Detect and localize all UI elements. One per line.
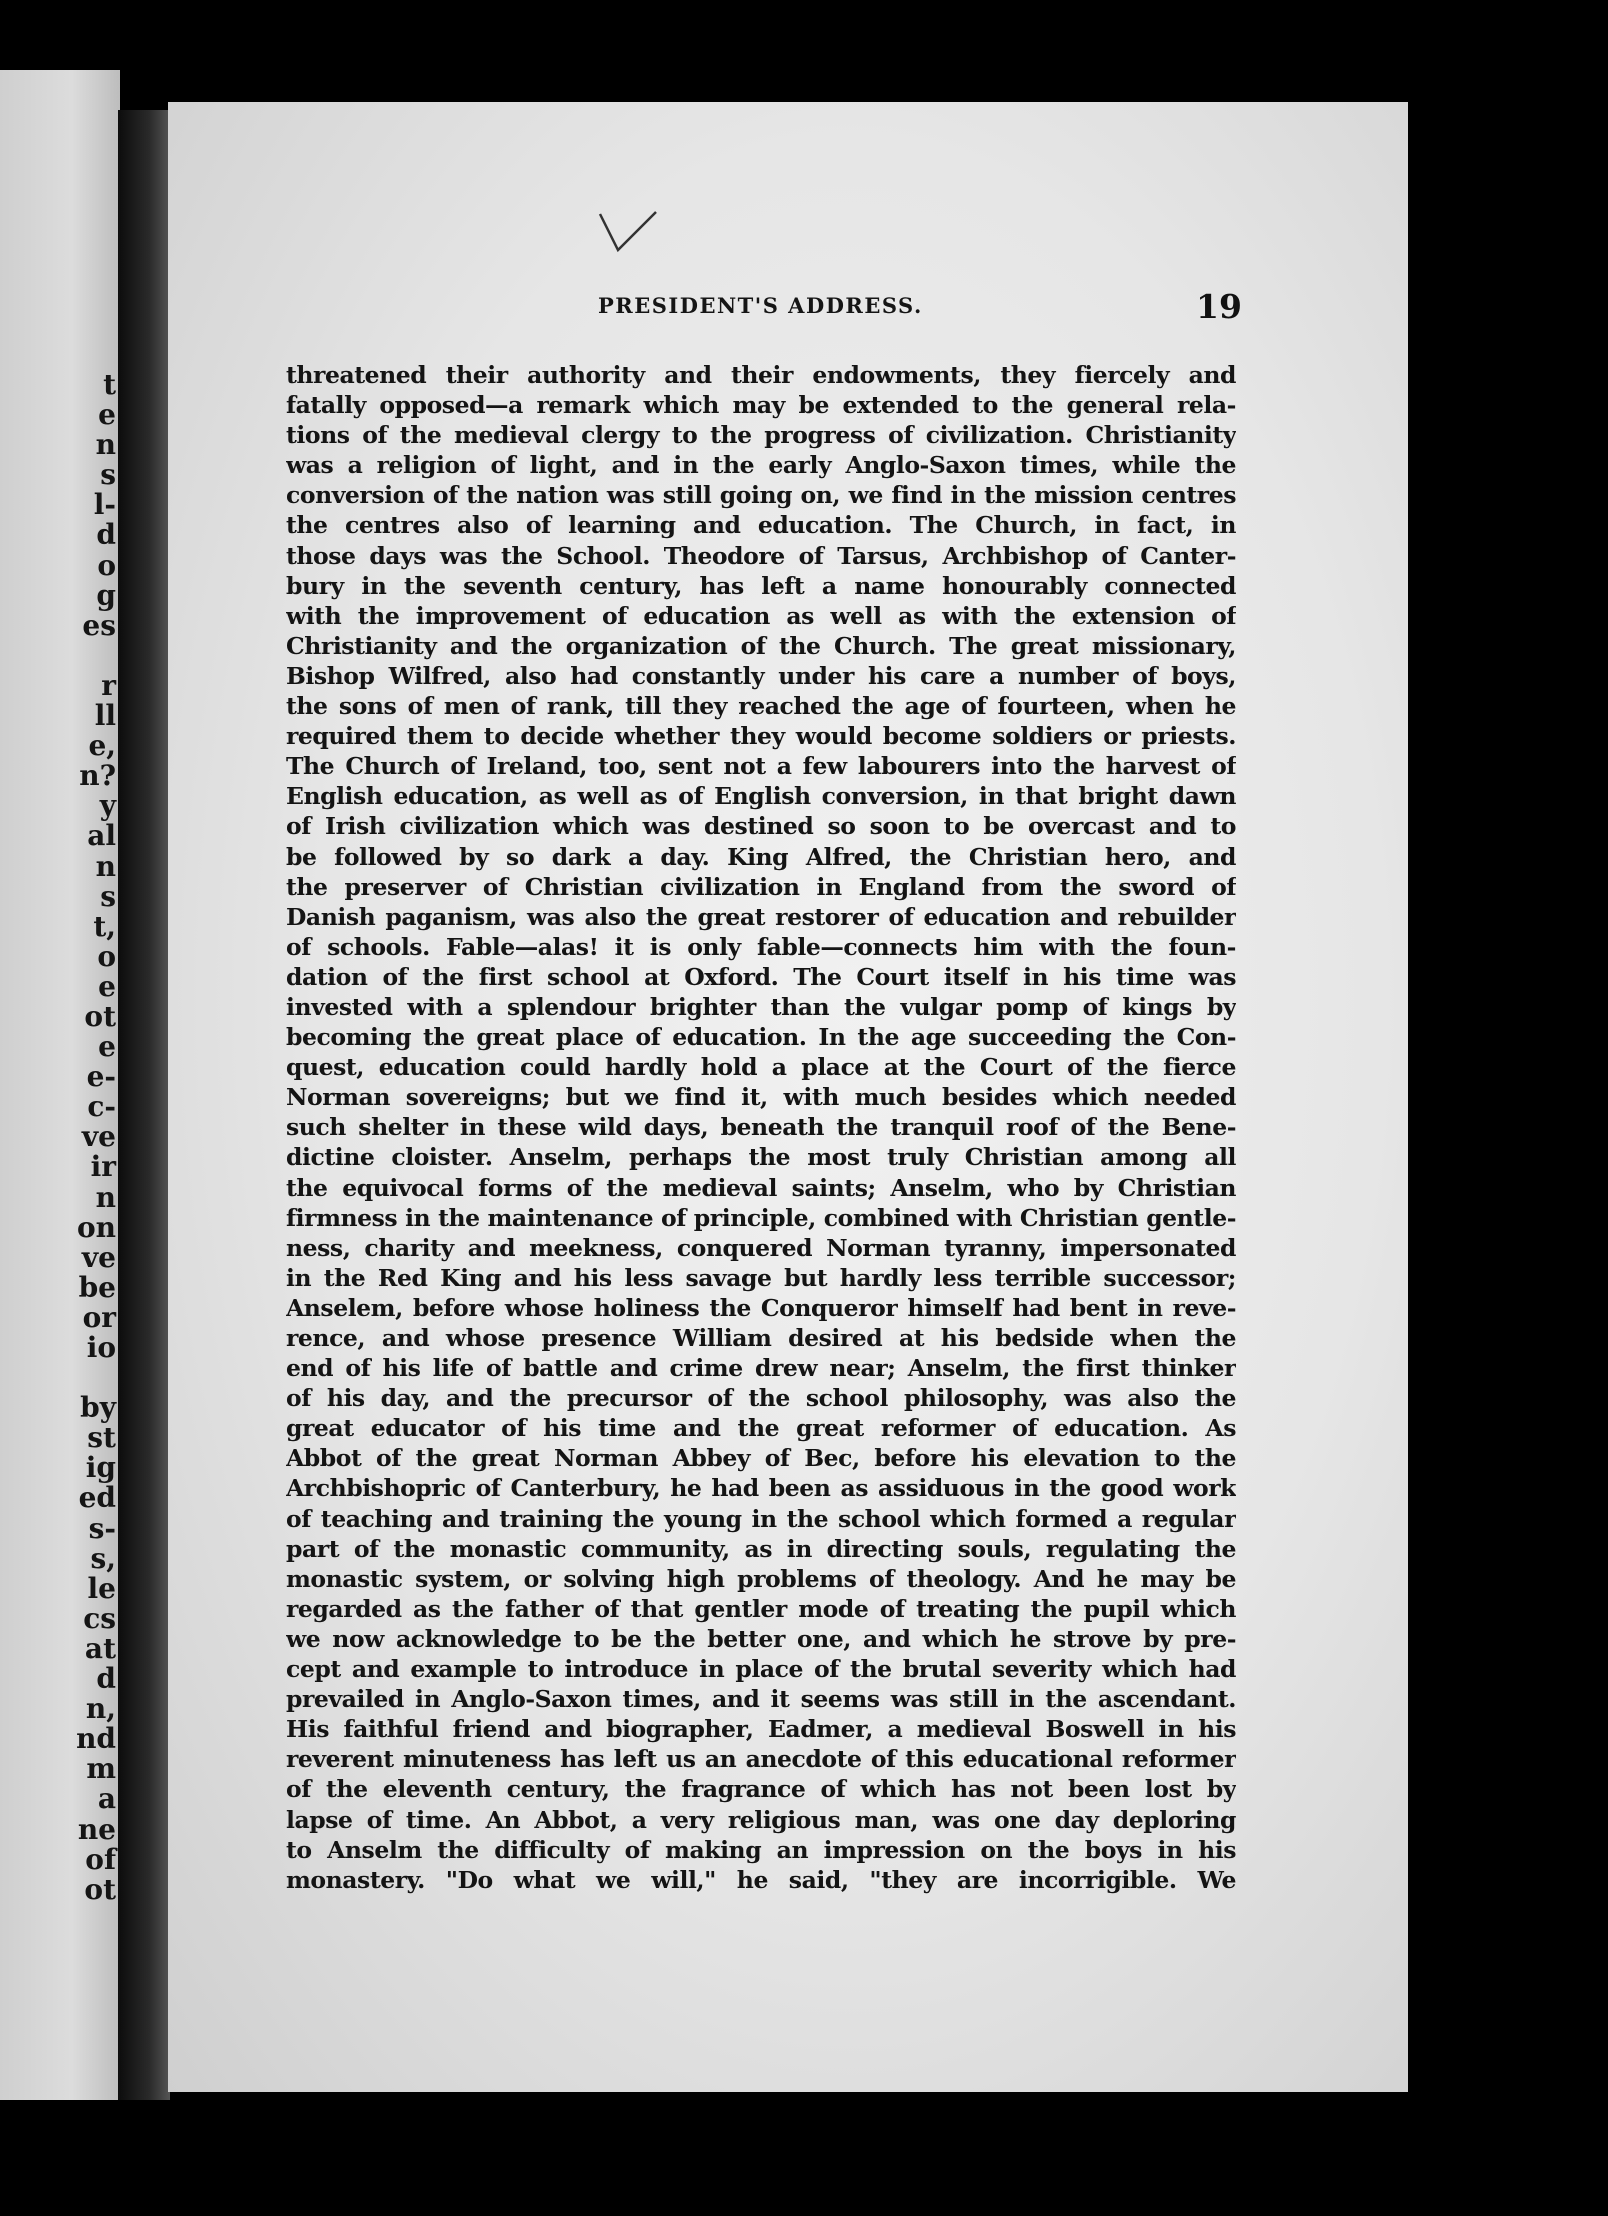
facing-page-fragment: a [97, 1782, 116, 1816]
facing-page-fragment: r [101, 668, 116, 702]
text-line: of schools. Fable—alas! it is only fable—connects him with the foun- [286, 932, 1236, 961]
text-line: end of his life of battle and crime drew near; Anselm, the first thinker [286, 1354, 1236, 1383]
facing-page-fragment: ir [90, 1150, 116, 1184]
facing-page-fragment: on [76, 1210, 116, 1244]
text-line: Danish paganism, was also the great restorer of education and rebuilder [286, 902, 1236, 931]
text-line: cept and example to introduce in place of the brutal severity which had [286, 1655, 1236, 1684]
text-line: those days was the School. Theodore of Tarsus, Archbishop of Canter- [286, 541, 1236, 570]
text-line: was a religion of light, and in the early Anglo-Saxon times, while the [286, 451, 1236, 480]
text-line: of Irish civilization which was destined so soon to be overcast and to [286, 812, 1236, 841]
text-line: dictine cloister. Anselm, perhaps the most truly Christian among all [286, 1143, 1236, 1172]
facing-page-fragment: be [78, 1270, 116, 1304]
text-line: reverent minuteness has left us an anecdote of this educational reformer [286, 1745, 1236, 1774]
facing-page-fragment: n [95, 849, 116, 883]
text-line: bury in the seventh century, has left a name honourably connected [286, 571, 1236, 600]
facing-page-fragment: al [87, 819, 116, 853]
facing-page-fragment: e [98, 1030, 116, 1064]
text-line: Abbot of the great Norman Abbey of Bec, before his elevation to the [286, 1444, 1236, 1473]
facing-page-fragment: nd [76, 1722, 116, 1756]
text-line: regarded as the father of that gentler mode of treating the pupil which [286, 1594, 1236, 1623]
text-line: Norman sovereigns; but we find it, with much besides which needed [286, 1083, 1236, 1112]
facing-page-fragment: or [82, 1300, 116, 1334]
text-line: Christianity and the organization of the Church. The great missionary, [286, 631, 1236, 660]
text-line: prevailed in Anglo-Saxon times, and it seems was still in the ascendant. [286, 1685, 1236, 1714]
text-line: the equivocal forms of the medieval saints; Anselm, who by Christian [286, 1173, 1236, 1202]
facing-page-fragment: ig [85, 1451, 116, 1485]
facing-page-fragment: ll [94, 699, 116, 733]
facing-page-fragment: cs [83, 1601, 116, 1635]
text-line: threatened their authority and their endowments, they fiercely and [286, 361, 1236, 389]
facing-page-fragment: s [100, 879, 116, 913]
facing-page-fragment: s, [90, 1541, 116, 1575]
text-line: tions of the medieval clergy to the progress of civilization. Christianity [286, 421, 1236, 450]
facing-page-fragment: t, [93, 909, 116, 943]
text-line: Archbishopric of Canterbury, he had been as assiduous in the good work [286, 1474, 1236, 1503]
text-line: quest, education could hardly hold a place at the Court of the fierce [286, 1053, 1236, 1082]
text-line: required them to decide whether they would become soldiers or priests. [286, 722, 1236, 751]
facing-page-fragment: ot [84, 999, 116, 1033]
text-line: with the improvement of education as well as with the extension of [286, 601, 1236, 630]
facing-page-fragment: n [95, 428, 116, 462]
body-text [286, 360, 1236, 1895]
text-line: the centres also of learning and education. The Church, in fact, in [286, 511, 1236, 540]
facing-page-fragment: l- [93, 488, 116, 522]
text-line: invested with a splendour brighter than the vulgar pomp of kings by [286, 992, 1236, 1021]
running-title: PRESIDENT'S ADDRESS. [598, 293, 923, 318]
text-line: The Church of Ireland, too, sent not a few labourers into the harvest of [286, 752, 1236, 781]
text-line: of his day, and the precursor of the school philosophy, was also the [286, 1384, 1236, 1413]
text-line: Anselem, before whose holiness the Conqueror himself had bent in reve- [286, 1293, 1236, 1322]
text-line: monastic system, or solving high problems of theology. And he may be [286, 1564, 1236, 1593]
facing-page-fragment: by [80, 1391, 116, 1425]
pencil-check-mark [598, 210, 658, 260]
text-line: of teaching and training the young in the school which formed a regular [286, 1504, 1236, 1533]
facing-page-fragment: y [99, 789, 116, 823]
text-line: in the Red King and his less savage but hardly less terrible successor; [286, 1263, 1236, 1292]
text-line: be followed by so dark a day. King Alfred, the Christian hero, and [286, 842, 1236, 871]
facing-page-fragment: ot [84, 1872, 116, 1906]
text-line: part of the monastic community, as in directing souls, regulating the [286, 1534, 1236, 1563]
facing-page-fragment: of [85, 1842, 116, 1876]
text-line: rence, and whose presence William desired at his bedside when the [286, 1324, 1236, 1352]
text-line: to Anselm the difficulty of making an impression on the boys in his [286, 1835, 1236, 1864]
facing-page-fragment: at [84, 1631, 116, 1665]
text-line: Bishop Wilfred, also had constantly under his care a number of boys, [286, 661, 1236, 690]
text-line: great educator of his time and the great reformer of education. As [286, 1414, 1236, 1443]
facing-page-fragment: s [100, 458, 116, 492]
facing-page-fragment: m [86, 1752, 116, 1786]
facing-page-fragment [76, 1363, 116, 1393]
facing-page-fragment: es [82, 608, 116, 642]
text-line: dation of the first school at Oxford. The Court itself in his time was [286, 962, 1236, 991]
text-line: ness, charity and meekness, conquered Norman tyranny, impersonated [286, 1233, 1236, 1262]
facing-page-fragment: le [87, 1571, 116, 1605]
book-gutter [118, 110, 170, 2100]
facing-page-fragment: n, [85, 1692, 116, 1726]
facing-page-fragment: t [103, 368, 116, 401]
text-line: such shelter in these wild days, beneath the tranquil roof of the Bene- [286, 1113, 1236, 1142]
facing-page-fragment: e- [86, 1060, 116, 1094]
facing-page-fragment: e, [88, 729, 116, 763]
facing-page-fragment [76, 641, 116, 671]
facing-page-fragment: d [96, 1662, 116, 1696]
book-page [168, 102, 1408, 2092]
text-line: we now acknowledge to be the better one, and which he strove by pre- [286, 1624, 1236, 1653]
facing-page-fragment: d [96, 518, 116, 552]
facing-page-fragment: ve [81, 1240, 116, 1274]
facing-page-fragment: e [98, 398, 116, 432]
text-line: His faithful friend and biographer, Eadmer, a medieval Boswell in his [286, 1715, 1236, 1744]
text-line: English education, as well as of English conversion, in that bright dawn [286, 782, 1236, 811]
facing-page-fragment: s- [88, 1511, 116, 1545]
facing-page-fragment: st [87, 1421, 116, 1455]
facing-page-fragment: o [97, 939, 116, 973]
text-line: the sons of men of rank, till they reached the age of fourteen, when he [286, 692, 1236, 721]
facing-page-edge [0, 70, 120, 2100]
text-line: becoming the great place of education. In the age succeeding the Con- [286, 1023, 1236, 1052]
facing-page-fragment: ve [81, 1120, 116, 1154]
facing-page-fragment: ed [78, 1481, 116, 1515]
page-number: 19 [1196, 287, 1242, 326]
text-line: fatally opposed—a remark which may be extended to the general rela- [286, 391, 1236, 420]
facing-page-fragment: g [96, 578, 116, 612]
text-line: firmness in the maintenance of principle, combined with Christian gentle- [286, 1203, 1236, 1232]
facing-page-fragment: n? [79, 759, 116, 793]
text-line: the preserver of Christian civilization in England from the sword of [286, 872, 1236, 901]
text-line: conversion of the nation was still going on, we find in the mission centres [286, 481, 1236, 510]
facing-page-text [76, 370, 116, 1905]
facing-page-fragment: ne [77, 1812, 116, 1846]
facing-page-fragment: c- [87, 1090, 116, 1124]
text-line: lapse of time. An Abbot, a very religious man, was one day deploring [286, 1805, 1236, 1834]
text-line: of the eleventh century, the fragrance of which has not been lost by [286, 1775, 1236, 1804]
facing-page-fragment: e [98, 969, 116, 1003]
facing-page-fragment: n [95, 1180, 116, 1214]
facing-page-fragment: o [97, 548, 116, 582]
text-line: monastery. "Do what we will," he said, "they are incorrigible. We [286, 1865, 1236, 1894]
facing-page-fragment: io [86, 1331, 116, 1364]
running-head [168, 287, 1278, 327]
